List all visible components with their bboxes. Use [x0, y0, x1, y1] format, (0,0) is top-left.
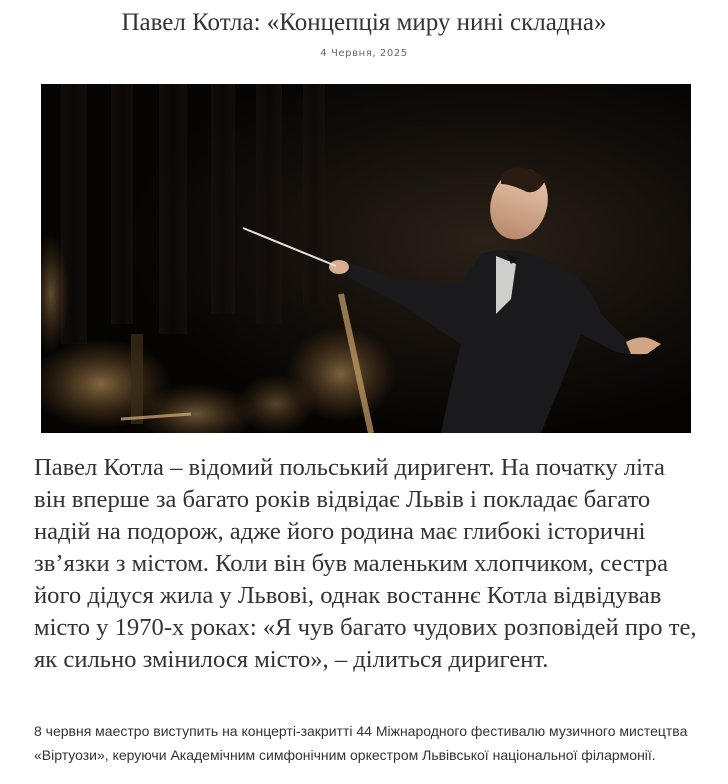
article-lead-paragraph: Павел Котла – відомий польський диригент. На початку літа він вперше за багато років відвідає Львів і покладає багато надій на подорож, адже його родина має глибокі історичні зв’язки з містом. Коли він був маленьким хлопчиком, сестра його дідуся жила у Львові, однак востаннє Котла відвідував місто у 1970-х роках: «Я чув багато чудових розповідей про те, як сильно змінилося місто», – ділиться диригент.: [34, 454, 697, 673]
article-body-paragraph: 8 червня маестро виступить на концерті-закритті 44 Міжнародного фестивалю музичного мистецтва «Віртуози», керуючи Академічним симфонічним оркестром Львівської національної філармонії.: [34, 723, 688, 763]
article-date: 4 Червня, 2025: [320, 48, 408, 59]
article-title: Павел Котла: «Концепція миру нині складна»: [121, 9, 607, 36]
hero-photo: [41, 84, 691, 433]
